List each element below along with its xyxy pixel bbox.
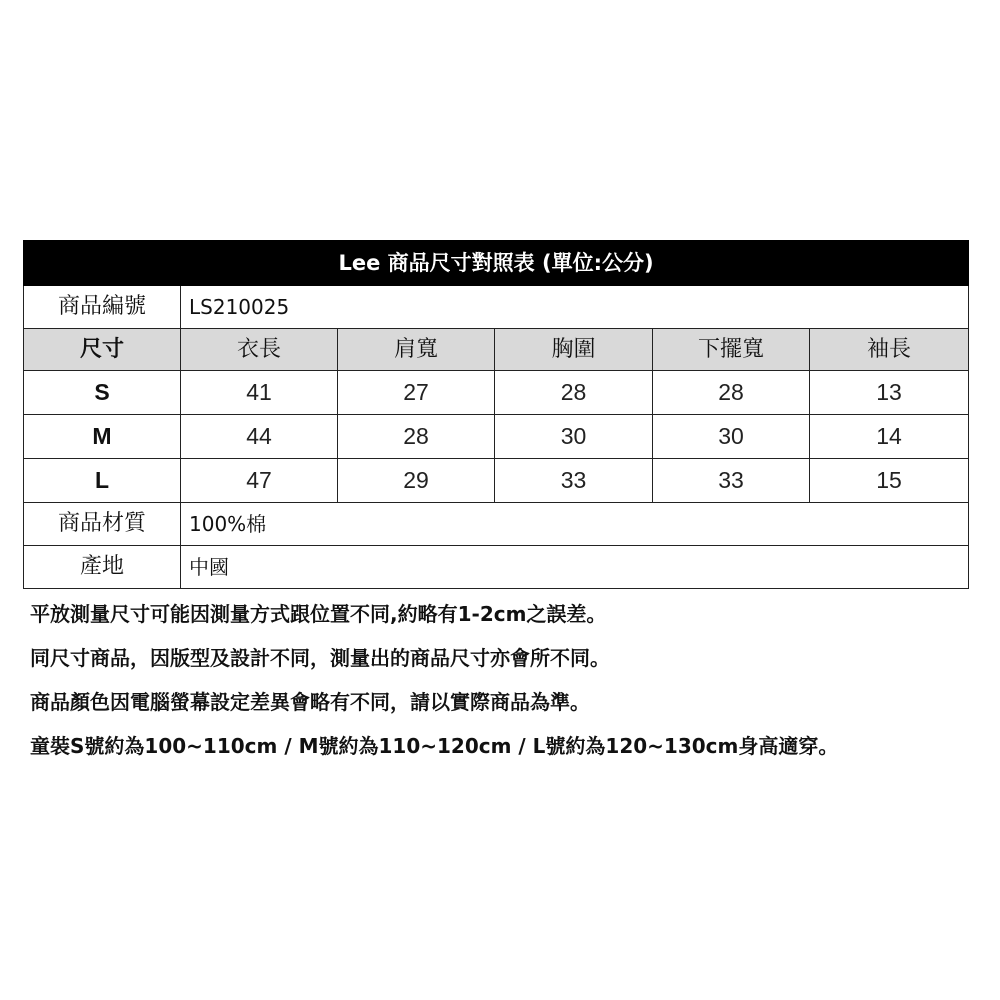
column-header-length: 衣長 [181,329,338,371]
table-cell: 28 [653,371,810,415]
material-row [24,503,969,546]
table-cell: 15 [810,459,969,503]
note-fit-variation: 同尺寸商品，因版型及設計不同，測量出的商品尺寸亦會所不同。 [30,646,610,670]
product-code-label: 商品編號 [24,286,181,329]
column-header-sleeve: 袖長 [810,329,969,371]
size-label: S [24,371,181,415]
product-code-row [24,286,969,329]
note-measurement-error: 平放測量尺寸可能因測量方式跟位置不同,約略有1-2cm之誤差。 [30,602,607,626]
table-cell: 28 [495,371,653,415]
table-cell: 28 [338,415,495,459]
table-cell: 14 [810,415,969,459]
column-header-row [24,329,969,371]
table-cell: 30 [495,415,653,459]
table-cell: 44 [181,415,338,459]
notes-section [30,602,980,778]
table-cell: 41 [181,371,338,415]
table-row [24,415,969,459]
note-kids-size-guide: 童裝S號約為100~110cm / M號約為110~120cm / L號約為120~130cm身高適穿。 [30,734,839,758]
table-cell: 33 [495,459,653,503]
table-cell: 30 [653,415,810,459]
size-label: M [24,415,181,459]
origin-value: 中國 [181,546,969,589]
material-label: 商品材質 [24,503,181,546]
table-cell: 13 [810,371,969,415]
table-cell: 29 [338,459,495,503]
table-cell: 27 [338,371,495,415]
column-header-size: 尺寸 [24,329,181,371]
column-header-chest: 胸圍 [495,329,653,371]
table-row [24,459,969,503]
size-label: L [24,459,181,503]
table-row [24,371,969,415]
note-color-variation: 商品顏色因電腦螢幕設定差異會略有不同，請以實際商品為準。 [30,690,590,714]
table-title-row [24,241,969,286]
table-cell: 33 [653,459,810,503]
material-value: 100%棉 [181,503,969,546]
column-header-hem: 下擺寬 [653,329,810,371]
column-header-shoulder: 肩寬 [338,329,495,371]
origin-label: 產地 [24,546,181,589]
size-chart-table [23,240,969,589]
product-code-value: LS210025 [181,286,969,329]
table-cell: 47 [181,459,338,503]
origin-row [24,546,969,589]
table-title: Lee 商品尺寸對照表 (單位:公分) [24,241,969,286]
